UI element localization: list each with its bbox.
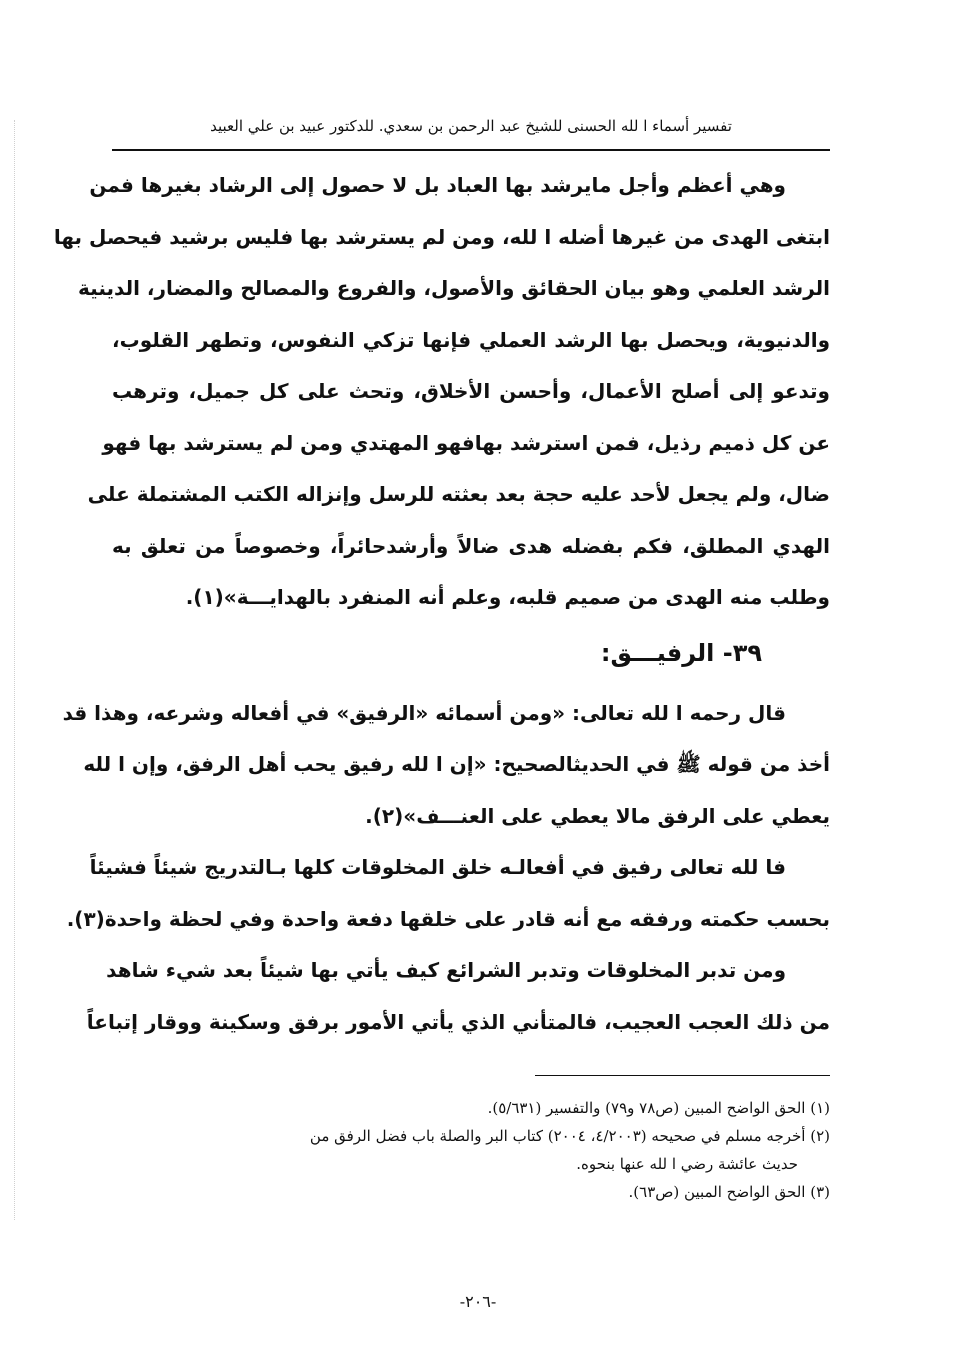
text-line: وطلب منه الهدى من صميم قلبه، وعلم أنه المنفرد بالهدايـــة»(١). [185, 585, 830, 609]
text-line: يعطي على الرفق مالا يعطي على العنـــف»(٢). [365, 803, 830, 828]
header-rule [112, 149, 830, 151]
footnote: (٣) الحق الواضح المبين (ص٦٣). [628, 1183, 830, 1201]
text-line: من ذلك العجب العجيب، فالمتأني الذي يأتي الأمور برفق وسكينة ووقار إتباعاً [86, 1009, 830, 1034]
text-line: الهدي المطلق، فكم بفضله هدى ضالاً وأرشدحائراً، وخصوصاً من تعلق به [112, 533, 830, 558]
footnote-continuation: حديث عائشة رضي ا لله عنها بنحوه. [576, 1155, 798, 1173]
text-line: أخذ من قوله ﷺ في الحديثالصحيح: «إن ا لله رفيق يحب أهل الرفق، وإن ا لله [83, 752, 830, 776]
text-line: فا لله تعالى رفيق في أفعالـه خلق المخلوقات كلها بـالتدريج شيئاً فشيئاً [89, 855, 786, 879]
text-line: قال رحمه ا لله تعالى: «ومن أسمائه «الرفيق» في أفعاله وشرعه، وهذا قد [62, 700, 786, 725]
footnote: (٢) أخرجه مسلم في صحيحه (٤/٢٠٠٣، ٢٠٠٤) كتاب البر والصلة باب فضل الرفق من [309, 1127, 830, 1145]
page-number: -٢٠٦- [459, 1292, 497, 1311]
text-line: والدنيوية، ويحصل بها الرشد العملي فإنها تزكي النفوس، وتطهر القلوب، [112, 327, 830, 352]
scan-edge-marks [14, 120, 17, 1220]
text-line: ضال، ولم يجعل لأحد عليه حجة بعد بعثته للرسل وإنزاله الكتب المشتملة على [87, 482, 830, 506]
main-text [53, 160, 830, 1048]
footnotes [112, 1094, 830, 1206]
running-header: تفسير أسماء ا لله الحسنى للشيخ عبد الرحمن بن سعدي. للدكتور عبيد بن علي العبيد [210, 117, 732, 135]
section-title: ٣٩- الرفيـــق: [600, 638, 762, 667]
text-line: بحسب حكمته ورفقه مع أنه قادر على خلقها دفعة واحدة وفي لحظة واحدة(٣). [66, 906, 830, 931]
footnote-rule [535, 1075, 830, 1076]
text-line: ومن تدبر المخلوقات وتدبر الشرائع كيف يأتي بها شيئاً بعد شيء شاهد [106, 958, 786, 982]
text-line: وهي أعظم وأجل مايرشد بها العباد بل لا حصول إلى الرشاد بغيرها فمن [89, 173, 786, 197]
text-line: عن كل ذميم رذيل، فمن استرشد بهافهو المهتدي ومن لم يسترشد بها فهو [102, 430, 830, 455]
text-line: ابتغى الهدى من غيرها أضله ا لله، ومن لم يسترشد بها فليس برشيد فيحصل بها [53, 224, 830, 249]
footnote: (١) الحق الواضح المبين (ص٧٨ و٧٩) والتفسير (٥/٦٣١). [487, 1099, 830, 1117]
text-line: وتدعو إلى أصلح الأعمال، وأحسن الأخلاق، وتحث على كل جميل، وترهب [112, 379, 830, 403]
text-line: الرشد العلمي وهو بيان الحقائق والأصول، والفروع والمصالح والمضار، الدينية [78, 276, 830, 300]
